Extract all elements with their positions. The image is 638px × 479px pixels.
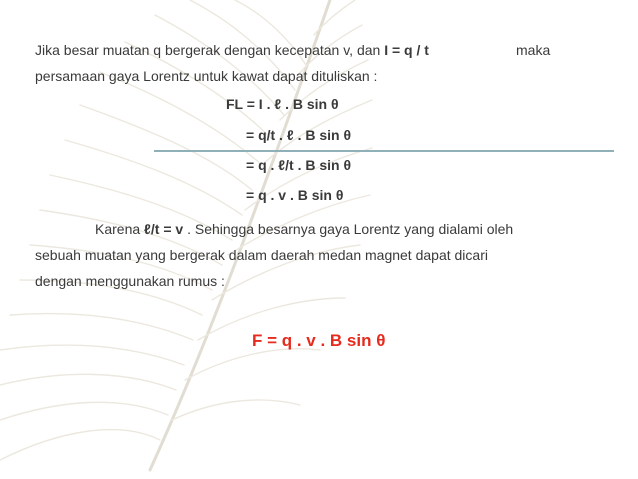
- explanation-text-2: . Sehingga besarnya gaya Lorentz yang dialami oleh: [183, 221, 514, 237]
- intro-text-1: Jika besar muatan q bergerak dengan kecepatan v, dan: [35, 42, 385, 58]
- intro-maka: maka: [516, 42, 551, 58]
- equation-4: = q . v . B sin θ: [246, 187, 344, 203]
- intro-line-2: persamaan gaya Lorentz untuk kawat dapat dituliskan :: [35, 68, 378, 84]
- current-formula: I = q / t: [384, 42, 429, 58]
- explanation-text-1: Karena: [95, 221, 145, 237]
- equation-1: FL = I . ℓ . B sin θ: [226, 96, 339, 112]
- explanation-line-3: dengan menggunakan rumus :: [35, 273, 225, 289]
- intro-line-1: [35, 41, 429, 59]
- explanation-line-2: sebuah muatan yang bergerak dalam daerah medan magnet dapat dicari: [35, 247, 488, 263]
- explanation-line-1: [95, 220, 513, 238]
- equation-2: = q/t . ℓ . B sin θ: [246, 127, 352, 143]
- explanation-bold: ℓ/t = v: [144, 221, 184, 237]
- result-formula: F = q . v . B sin θ: [252, 331, 386, 350]
- equation-3: = q . ℓ/t . B sin θ: [246, 157, 352, 173]
- divider-rule: [154, 150, 614, 152]
